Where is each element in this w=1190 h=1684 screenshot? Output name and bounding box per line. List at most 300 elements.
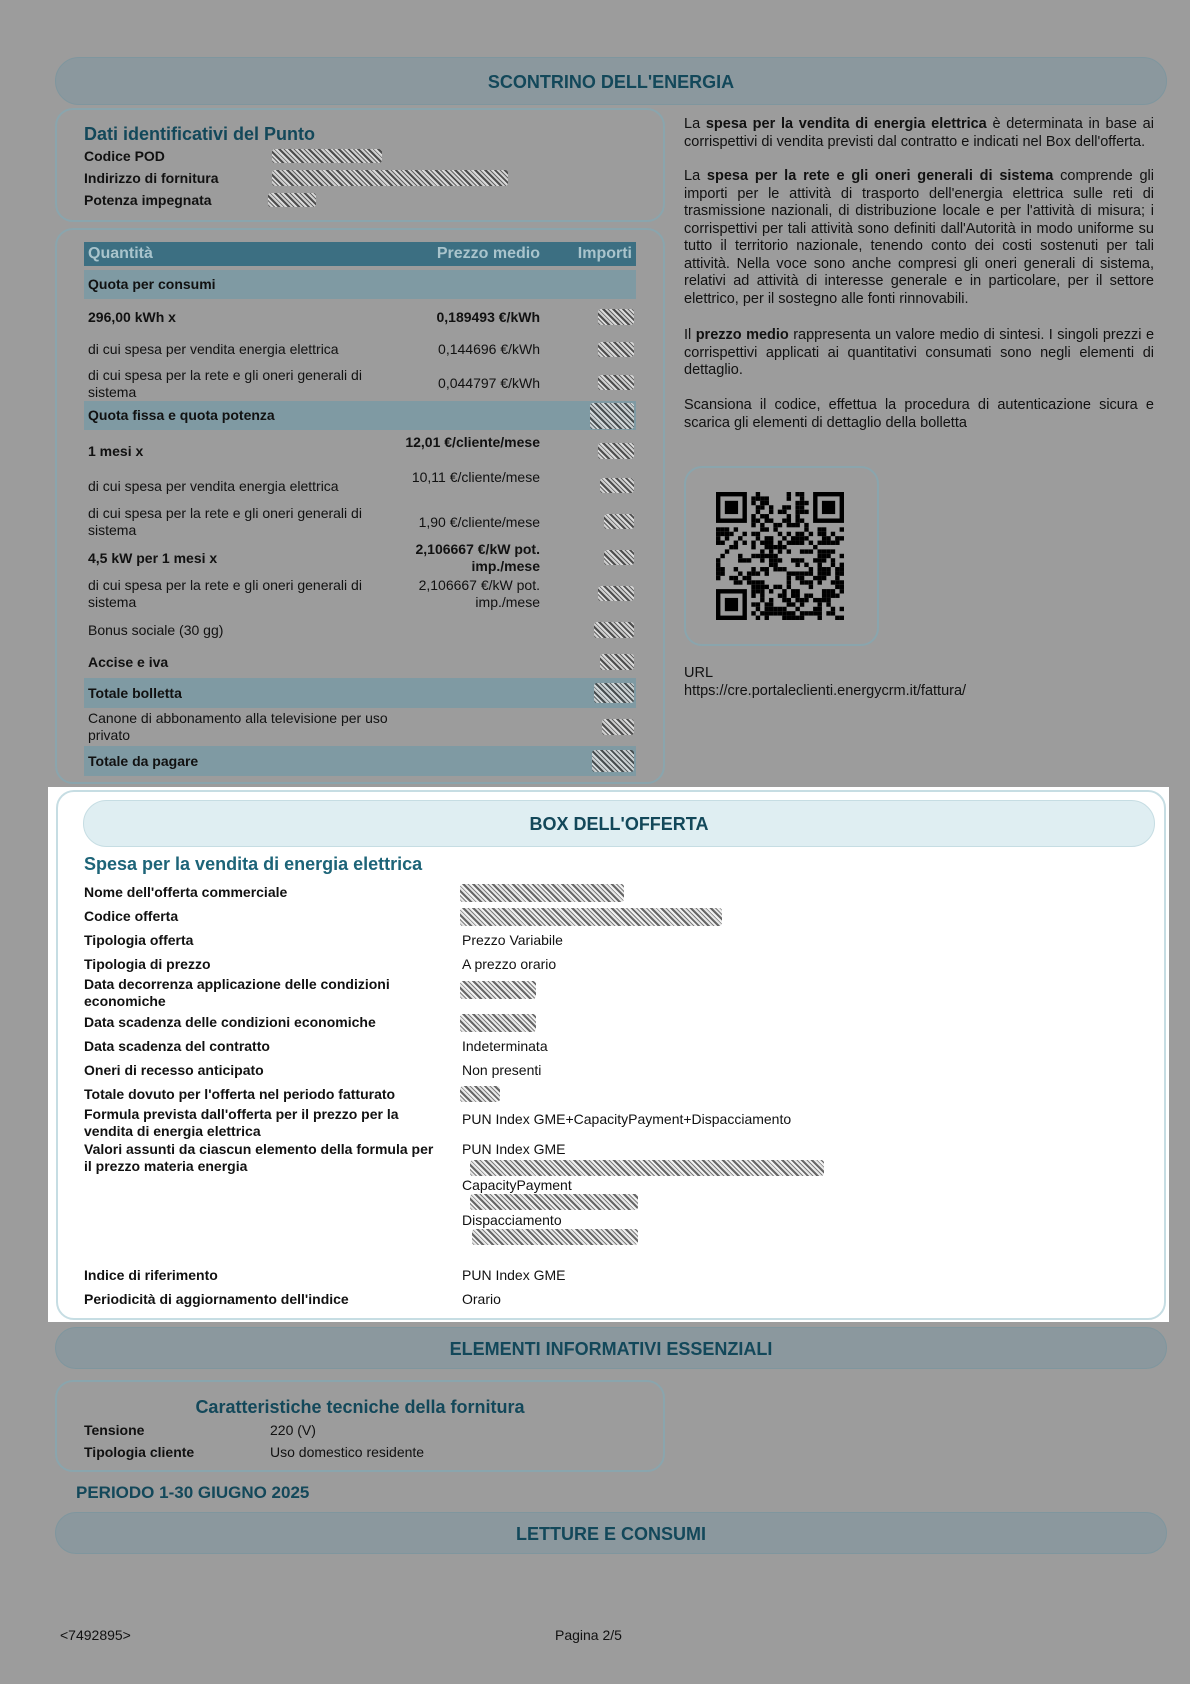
qr-module [840,607,844,611]
qr-module [738,558,742,562]
qr-module [720,571,724,575]
qr-module [751,567,755,571]
row-desc: di cui spesa per la rete e gli oneri generali di sistema [88,367,362,400]
header-amount: Importi [577,245,632,262]
amount-redacted [598,443,634,459]
explanation-prezzo-medio [684,327,1154,380]
qr-module [800,571,804,575]
qr-module [725,532,729,536]
offer-header [83,800,1155,847]
row-price: 2,106667 €/kW pot. imp./mese [415,541,540,574]
qr-module [742,541,746,545]
qr-module [769,549,773,553]
qr-module [809,571,813,575]
qr-module [800,602,804,606]
qr-module [769,505,773,509]
qr-code[interactable] [716,492,844,620]
qr-module [769,554,773,558]
qr-module [835,616,839,620]
potenza-label: Potenza impegnata [84,192,212,208]
qr-module [831,563,835,567]
qr-module [760,611,764,615]
qr-module [756,505,760,509]
url-label: URL [684,665,714,681]
qr-module [773,523,777,527]
qr-module [822,558,826,562]
qr-module [791,611,795,615]
offer-key: Data decorrenza applicazione delle condizioni economiche [84,976,390,1009]
qr-module [813,558,817,562]
qr-module [787,518,791,522]
cost-table-header [84,242,636,266]
qr-module [795,505,799,509]
qr-module [729,576,733,580]
row-price: 1,90 €/cliente/mese [418,514,540,530]
qr-module [756,492,760,496]
url-link[interactable]: https://cre.portaleclienti.energycrm.it/fattura/ [684,683,967,699]
qr-module [787,523,791,527]
offer-key: Data scadenza del contratto [84,1038,270,1054]
text: La [684,116,706,132]
text: è determinata in base ai corrispettivi di vendita previsti dal contratto e indicati nel Box dell'offerta. [684,116,1154,150]
header-quantity: Quantità [88,245,153,262]
formula-item: Dispacciamento [462,1212,562,1228]
qr-module [716,536,720,540]
section-fissa [84,401,636,430]
address-label: Indirizzo di fornitura [84,170,219,186]
offer-value: PUN Index GME [462,1267,566,1283]
qr-module [800,598,804,602]
qr-module [765,616,769,620]
qr-module [765,567,769,571]
qr-module [765,527,769,531]
offer-value: Orario [462,1291,501,1307]
qr-module [835,576,839,580]
section-label: Quota fissa e quota potenza [88,407,275,423]
qr-module [769,558,773,562]
row-price: 0,189493 €/kWh [436,309,540,325]
qr-module [778,585,782,589]
qr-module [765,611,769,615]
tech-title: Caratteristiche tecniche della fornitura [195,1397,525,1417]
periodo: PERIODO 1-30 GIUGNO 2025 [76,1483,310,1502]
letture-title: LETTURE E CONSUMI [515,1524,706,1544]
pod-redacted [272,149,382,163]
qr-module [782,518,786,522]
qr-module [804,501,808,505]
table-row [84,710,636,746]
qr-module [787,602,791,606]
qr-module [795,492,799,496]
offer-value-redacted [460,981,536,999]
qr-module [813,598,817,602]
offer-value: Indeterminata [462,1038,548,1054]
qr-module [778,611,782,615]
amount-redacted [598,586,634,601]
qr-module [716,576,720,580]
section-label: Totale bolletta [88,685,182,701]
qr-module [760,505,764,509]
qr-module [782,536,786,540]
qr-module [773,607,777,611]
qr-module [751,501,755,505]
qr-module [773,558,777,562]
table-row [84,651,636,675]
qr-module [787,492,791,496]
qr-module [831,607,835,611]
qr-module [720,532,724,536]
formula-value-redacted [470,1194,638,1210]
qr-module [795,571,799,575]
qr-module [760,514,764,518]
qr-module [760,585,764,589]
amount-redacted [600,478,634,493]
qr-module [751,589,755,593]
table-row [84,339,636,361]
qr-module [716,558,720,562]
qr-module [751,518,755,522]
offer-key: Tipologia offerta [84,932,194,948]
qr-module [782,607,786,611]
qr-module [831,532,835,536]
qr-module [756,496,760,500]
qr-module [791,541,795,545]
qr-module [800,505,804,509]
scontrino-header [55,57,1167,105]
table-row [84,505,636,541]
qr-module [818,567,822,571]
qr-module [738,580,742,584]
row-price: 2,106667 €/kW pot. imp./mese [418,577,540,610]
text: comprende gli importi per le attività di trasporto dell'energia elettrica sulle reti di trasmissione nazionali, di distribuzione locale e per l'attività di misura; i corrispettivi per tali attività sono definiti dall'Autorità in modo uniforme su tutto il territorio nazionale, tenendo conto dei costi sostenuti per tali attività. Nella voce sono anche compresi gli oneri generali di sistema, relativi ad attività di interesse generale e in particolare, per il settore elettrico, per il sostegno alle fonti rinnovabili. [684,168,1154,307]
qr-module [800,532,804,536]
qr-module [804,611,808,615]
qr-module [800,611,804,615]
explanation-rete [684,168,1154,308]
qr-module [787,571,791,575]
qr-module [840,616,844,620]
qr-module [809,532,813,536]
qr-module [782,589,786,593]
qr-module [720,541,724,545]
offer-value: PUN Index GME [462,1141,566,1157]
qr-module [800,492,804,496]
qr-module [795,518,799,522]
qr-module [800,536,804,540]
explanation-vendita [684,116,1154,151]
qr-module [782,598,786,602]
qr-module [818,549,822,553]
table-row [84,366,636,402]
qr-module [765,602,769,606]
table-row [84,619,636,643]
text-bold: spesa per la vendita di energia elettrica [705,116,987,132]
qr-module [751,496,755,500]
qr-module [795,536,799,540]
qr-module [760,554,764,558]
offer-value: Prezzo Variabile [462,932,563,948]
qr-module [822,501,835,514]
qr-module [765,607,769,611]
amount-redacted [598,342,634,357]
qr-module [751,571,755,575]
qr-module [826,602,830,606]
offer-value: Non presenti [462,1062,542,1078]
qr-module [782,567,786,571]
qr-module [765,585,769,589]
tipologia-cliente-label: Tipologia cliente [84,1444,195,1460]
qr-module [769,536,773,540]
qr-module [751,594,755,598]
offer-key: Formula prevista dall'offerta per il prezzo per la vendita di energia elettrica [84,1106,399,1139]
offer-title: BOX DELL'OFFERTA [529,814,709,834]
table-row [84,306,636,330]
qr-module [716,563,720,567]
qr-module [826,541,830,545]
row-desc: di cui spesa per vendita energia elettrica [88,478,339,494]
qr-module [769,598,773,602]
qr-module [818,580,822,584]
qr-module [738,571,742,575]
qr-module [835,567,839,571]
qr-module [729,545,733,549]
qr-module [804,563,808,567]
page-number: Pagina 2/5 [555,1627,622,1643]
qr-module [835,571,839,575]
qr-module [751,602,755,606]
qr-module [822,527,826,531]
qr-module [831,580,835,584]
qr-module [826,589,830,593]
qr-module [782,510,786,514]
qr-module [725,536,729,540]
text: rappresenta un valore medio di sintesi. I singoli prezzi e corrispettivi applicati ai quantitativi consumati sono negli elementi di dettaglio. [684,327,1155,378]
qr-module [818,527,822,531]
qr-module [818,541,822,545]
qr-module [791,536,795,540]
qr-module [800,541,804,545]
qr-module [760,594,764,598]
qr-module [809,611,813,615]
qr-module [773,527,777,531]
potenza-redacted [268,193,316,207]
qr-module [751,514,755,518]
qr-module [809,567,813,571]
qr-module [760,598,764,602]
amount-redacted [604,550,634,565]
qr-module [809,541,813,545]
qr-module [795,501,799,505]
qr-module [822,536,826,540]
qr-module [782,594,786,598]
qr-module [795,594,799,598]
qr-module [795,532,799,536]
qr-module [804,536,808,540]
qr-module [800,510,804,514]
tensione-label: Tensione [84,1422,145,1438]
qr-module [716,541,720,545]
qr-module [725,501,738,514]
qr-module [822,549,826,553]
qr-module [822,554,826,558]
amount-redacted [600,654,634,670]
qr-module [778,558,782,562]
qr-module [720,527,724,531]
table-row [84,433,636,469]
qr-module [831,549,835,553]
qr-module [822,541,826,545]
qr-module [791,602,795,606]
qr-module [751,532,755,536]
qr-module [787,549,791,553]
offer-value-redacted [460,1086,500,1102]
qr-module [835,536,839,540]
formula-item: CapacityPayment [462,1177,572,1193]
qr-module [826,554,830,558]
qr-module [782,545,786,549]
amount-redacted [598,309,634,325]
qr-module [742,558,746,562]
section-label: Quota per consumi [88,276,216,292]
letture-header [55,1512,1167,1554]
offer-value-redacted [460,884,624,902]
qr-module [818,554,822,558]
qr-module [769,563,773,567]
row-desc: 296,00 kWh x [88,309,176,325]
row-desc: di cui spesa per la rete e gli oneri generali di sistema [88,505,362,538]
qr-module [818,598,822,602]
explanation-scan: Scansiona il codice, effettua la procedura di autenticazione sicura e scarica gli elementi di dettaglio della bolletta [684,397,1154,431]
qr-module [787,611,791,615]
qr-module [760,501,764,505]
qr-module [778,567,782,571]
qr-module [818,602,822,606]
qr-module [818,607,822,611]
qr-module [795,616,799,620]
qr-module [787,541,791,545]
row-desc: Accise e iva [88,654,169,670]
text-bold: prezzo medio [695,327,789,343]
qr-module [826,549,830,553]
formula-value-redacted [472,1229,638,1245]
qr-module [800,549,804,553]
qr-module [751,541,755,545]
qr-module [787,505,791,509]
qr-module [760,567,764,571]
scontrino-title: SCONTRINO DELL'ENERGIA [487,72,735,92]
qr-module [831,589,835,593]
offer-key: Tipologia di prezzo [84,956,211,972]
qr-module [826,611,830,615]
qr-module [765,545,769,549]
qr-module [795,607,799,611]
qr-module [720,554,724,558]
qr-module [734,576,738,580]
qr-module [840,585,844,589]
qr-module [716,567,720,571]
qr-module [738,536,742,540]
qr-module [751,545,755,549]
qr-module [809,549,813,553]
qr-module [795,598,799,602]
qr-module [773,567,777,571]
text-bold: spesa per la rete e gli oneri generali di sistema [706,168,1054,184]
offer-value: A prezzo orario [462,956,557,972]
qr-module [716,571,720,575]
qr-module [787,598,791,602]
offer-value-redacted [460,1014,536,1032]
offer-value: PUN Index GME+CapacityPayment+Dispacciamento [462,1111,792,1127]
tipologia-cliente-value: Uso domestico residente [270,1444,425,1460]
qr-module [769,510,773,514]
qr-module [804,580,808,584]
qr-module [769,541,773,545]
qr-module [822,571,826,575]
qr-module [804,549,808,553]
qr-module [822,598,826,602]
qr-module [840,563,844,567]
row-desc: 1 mesi x [88,443,144,459]
qr-module [756,580,760,584]
qr-module [778,607,782,611]
qr-module [804,523,808,527]
qr-module [800,576,804,580]
qr-module [795,510,799,514]
qr-module [734,541,738,545]
text: Il [684,327,696,343]
qr-module [756,518,760,522]
qr-module [734,527,738,531]
qr-module [818,558,822,562]
qr-module [778,532,782,536]
essenziali-title: ELEMENTI INFORMATIVI ESSENZIALI [449,1339,773,1359]
qr-module [787,585,791,589]
row-desc: Bonus sociale (30 gg) [88,622,224,638]
qr-module [840,589,844,593]
row-desc: di cui spesa per la rete e gli oneri generali di sistema [88,577,362,610]
qr-module [760,496,764,500]
qr-module [795,523,799,527]
row-desc: di cui spesa per vendita energia elettrica [88,341,339,357]
section-label: Totale da pagare [88,753,199,769]
qr-module [769,518,773,522]
qr-module [787,496,791,500]
address-redacted [272,170,508,186]
qr-module [738,554,742,558]
qr-module [787,532,791,536]
amount-redacted [594,622,634,638]
section-totale-bolletta [84,678,636,708]
qr-module [813,607,817,611]
qr-module [822,532,826,536]
qr-module [818,532,822,536]
table-row [84,577,636,613]
formula-value-redacted [470,1160,824,1176]
offer-key: Oneri di recesso anticipato [84,1062,264,1078]
qr-module [813,576,817,580]
amount-redacted [598,375,634,390]
offer-value-redacted [460,908,722,926]
qr-module [760,558,764,562]
qr-module [773,611,777,615]
qr-module [778,523,782,527]
qr-module [769,589,773,593]
qr-module [782,505,786,509]
qr-module [734,567,738,571]
qr-module [756,589,760,593]
header-price: Prezzo medio [436,245,540,262]
qr-module [822,567,826,571]
